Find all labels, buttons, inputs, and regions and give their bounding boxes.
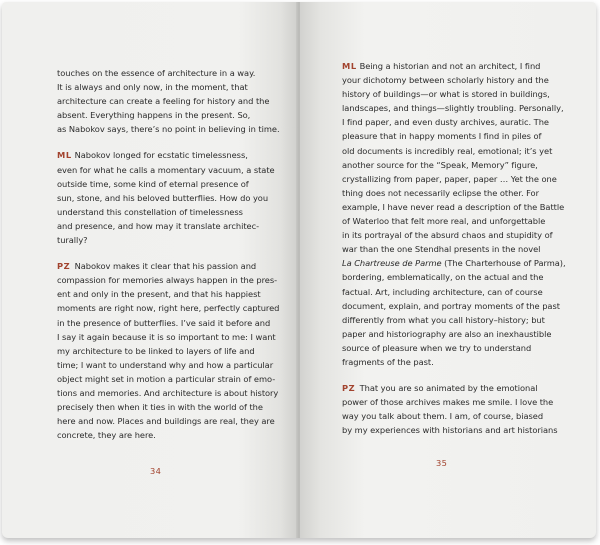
text-line: source of pleasure when we try to understand	[342, 342, 532, 353]
text-line: understand this constellation of timelessness	[57, 206, 243, 217]
text-line: It is always and only now, in the moment, that	[57, 82, 248, 93]
right-para-1	[342, 59, 574, 369]
text-line: architecture can create a feeling for history and the	[57, 96, 270, 107]
text-line: turally?	[57, 235, 88, 246]
text-line: by my experiences with historians and art historians	[342, 425, 558, 436]
text-line: even for what he calls a momentary vacuum, a state	[57, 164, 275, 175]
text-line: document, explain, and portray moments of the past	[342, 300, 560, 311]
text-line: landscapes, and things—slightly troubling. Personally,	[342, 103, 564, 114]
open-book	[2, 2, 596, 540]
text-line: your dichotomy between scholarly history and the	[342, 75, 549, 86]
text-line: here and now. Places and buildings are real, they are	[57, 416, 275, 427]
line-text: Nabokov makes it clear that his passion and	[74, 261, 257, 272]
text-line: absent. Everything happens in the present. So,	[57, 110, 251, 121]
text-line: and presence, and how may it translate architec-	[57, 220, 260, 231]
speaker-label: ML	[57, 150, 72, 161]
text-line: my architecture to be linked to layers of life and	[57, 345, 255, 356]
left-page	[2, 2, 298, 538]
right-para-2	[342, 381, 574, 437]
text-line: in the presence of butterflies. I’ve said it before and	[57, 317, 271, 328]
text-line: way you talk about them. I am, of course, biased	[342, 411, 544, 422]
text-line: moments are right now, right here, perfectly captured	[57, 303, 280, 314]
left-para-3	[57, 259, 289, 442]
text-line: as Nabokov says, there’s no point in believing in time.	[57, 124, 280, 135]
text-line: pleasure that in happy moments I find in piles of	[342, 131, 542, 142]
text-line	[57, 148, 289, 162]
text-line: thing does not necessarily eclipse the other. For	[342, 187, 539, 198]
text-line: I find paper, and even dusty archives, auratic. The	[342, 117, 549, 128]
right-page	[300, 2, 596, 538]
text-line: example, I have never read a description of the Battle	[342, 201, 565, 212]
text-line: history of buildings—or what is stored in buildings,	[342, 89, 550, 100]
text-line: tions and memories. And architecture is about history	[57, 387, 279, 398]
text-line: fragments of the past.	[342, 356, 434, 367]
page-number-left: 34	[150, 466, 162, 476]
left-para-1	[57, 66, 289, 136]
text-line: differently from what you call history–history; but	[342, 314, 545, 325]
text-line: power of those archives makes me smile. I love the	[342, 397, 554, 408]
text-line: paper and historiography are also an inexhaustible	[342, 328, 552, 339]
text-line	[342, 59, 574, 73]
text-line: sun, stone, and his beloved butterflies. How do you	[57, 192, 269, 203]
text-line: war than the one Stendhal presents in the novel	[342, 244, 541, 255]
text-line: object might set in motion a particular strain of emo-	[57, 373, 276, 384]
text-line: old documents is incredibly real, emotional; it’s yet	[342, 145, 553, 156]
line-text: Being a historian and not an architect, I find	[359, 61, 541, 71]
line-text: That you are so animated by the emotional	[359, 383, 538, 394]
text-line	[57, 259, 289, 273]
left-para-2	[57, 148, 289, 247]
text-line: crystallizing from paper, paper, paper … Yet the one	[342, 173, 557, 184]
line-text: Nabokov longed for ecstatic timelessness,	[74, 150, 248, 161]
text-line: factual. Art, including architecture, can of course	[342, 286, 543, 297]
text-line: I say it again because it is so important to me: I want	[57, 331, 276, 342]
text-line: ent and only in the present, and that his happiest	[57, 289, 261, 300]
text-line: outside time, some kind of eternal presence of	[57, 178, 249, 189]
text-line: precisely then when it ties in with the world of the	[57, 402, 263, 413]
text-line	[342, 381, 574, 395]
speaker-label: PZ	[342, 383, 356, 394]
page-number-right: 35	[436, 458, 448, 468]
text-line: concrete, they are here.	[57, 430, 156, 441]
speaker-label: ML	[342, 61, 357, 71]
right-page-text	[342, 59, 574, 437]
line-text: (The Charterhouse of Parma),	[441, 258, 566, 269]
text-line	[342, 256, 574, 270]
left-page-text	[57, 66, 289, 442]
book-title-italic: La Chartreuse de Parme	[342, 258, 442, 269]
text-line: of Waterloo that felt more real, and unforgettable	[342, 216, 546, 227]
text-line: another source for the “Speak, Memory” figure,	[342, 159, 538, 170]
text-line: compassion for memories always happen in the pres-	[57, 275, 278, 286]
text-line: in its portrayal of the absurd chaos and stupidity of	[342, 230, 553, 241]
speaker-label: PZ	[57, 261, 71, 272]
text-line: touches on the essence of architecture in a way.	[57, 68, 256, 78]
text-line: time; I want to understand why and how a particular	[57, 359, 274, 370]
text-line: bordering, emblematically, on the actual and the	[342, 272, 544, 283]
